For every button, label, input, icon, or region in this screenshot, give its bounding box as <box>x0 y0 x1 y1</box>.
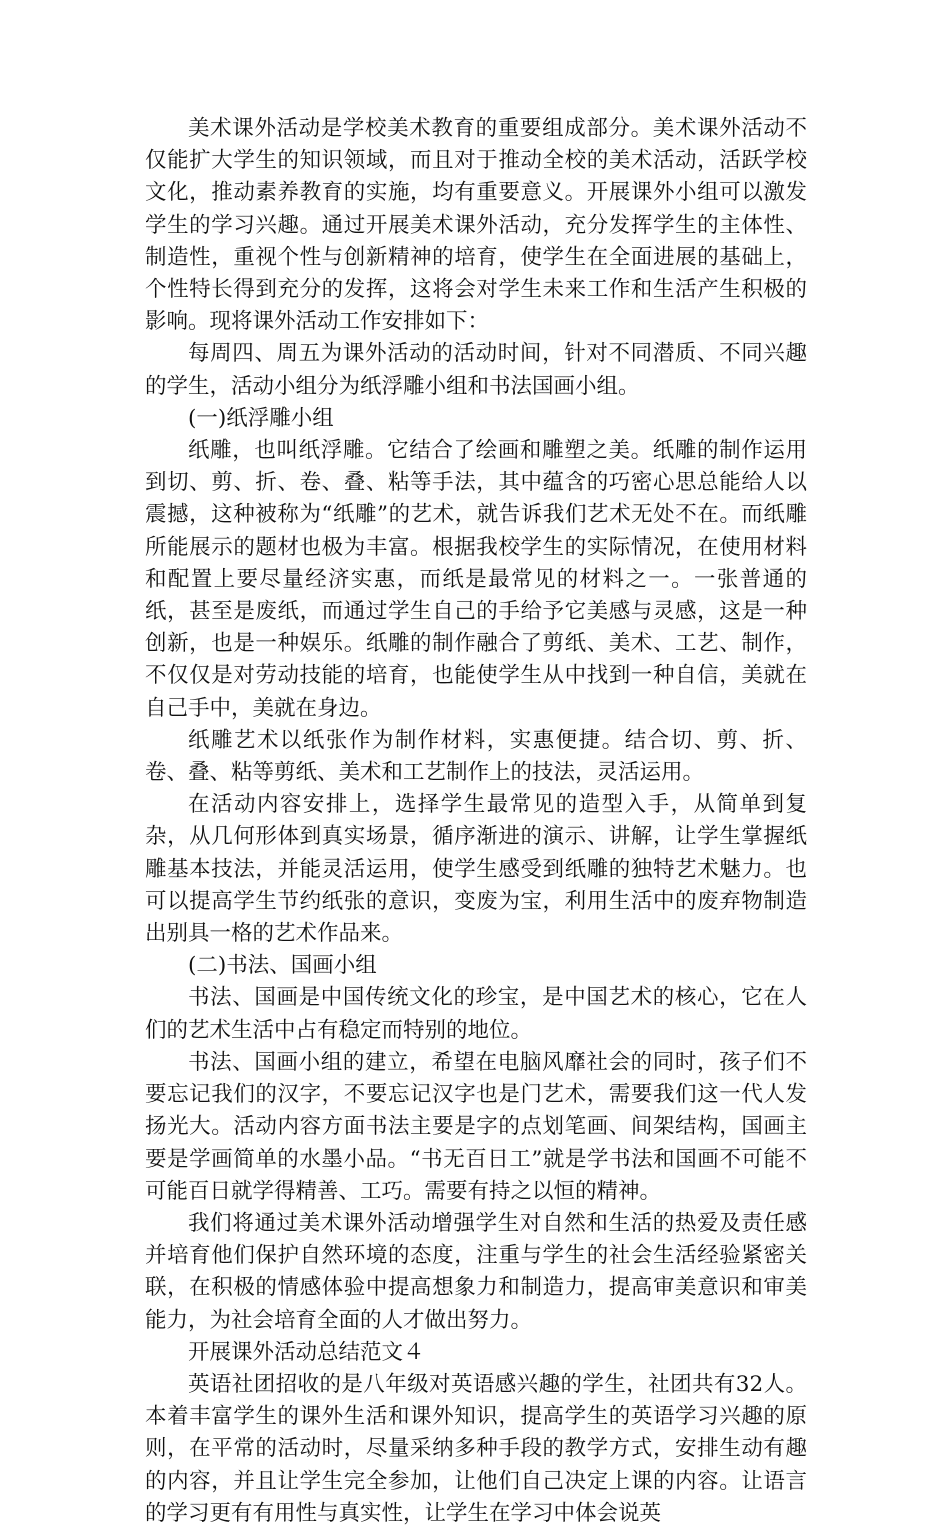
goals-paragraph: 我们将通过美术课外活动增强学生对自然和生活的热爱及责任感并培育他们保护自然环境的态度，注重与学生的社会生活经验紧密关联，在积极的情感体验中提高想象力和制造力，提高审美意识和审美能力，为社会培育全面的人才做出努力。 <box>145 1210 807 1333</box>
section-heading-calligraphy: (二)书法、国画小组 <box>188 953 377 979</box>
paper-relief-intro-paragraph: 纸雕，也叫纸浮雕。它结合了绘画和雕塑之美。纸雕的制作运用到切、剪、折、卷、叠、粘等手法，其中蕴含的巧密心思总能给人以震撼，这种被称为“纸雕”的艺术，就告诉我们艺术无处不在。而纸雕所能展示的题材也极为丰富。根据我校学生的实际情况，在使用材料和配置上要尽量经济实惠，而纸是最常见的材料之一。一张普通的纸，甚至是废纸，而通过学生自己的手给予它美感与灵感，这是一种创新，也是一种娱乐。纸雕的制作融合了剪纸、美术、工艺、制作，不仅仅是对劳动技能的培育，也能使学生从中找到一种自信，美就在自己手中，美就在身边。 <box>145 438 807 721</box>
english-club-paragraph: 英语社团招收的是八年级对英语感兴趣的学生，社团共有32人。本着丰富学生的课外生活和课外知识，提高学生的英语学习兴趣的原则，在平常的活动时，尽量采纳多种手段的教学方式，安排生动有趣的内容，并且让学生完全参加，让他们自己决定上课的内容。让语言的学习更有有用性与真实性，让学生在学习中体会说英 <box>145 1371 807 1526</box>
calligraphy-detail-paragraph: 书法、国画小组的建立，希望在电脑风靡社会的同时，孩子们不要忘记我们的汉字，不要忘记汉字也是门艺术，需要我们这一代人发扬光大。活动内容方面书法主要是字的点划笔画、间架结构，国画主要是学画简单的水墨小品。“书无百日工”就是学书法和国画不可能不可能百日就学得精善、工巧。需要有持之以恒的精神。 <box>145 1049 807 1204</box>
document-body <box>145 113 807 1530</box>
paper-relief-materials-paragraph: 纸雕艺术以纸张作为制作材料，实惠便捷。结合切、剪、折、卷、叠、粘等剪纸、美术和工艺制作上的技法，灵活运用。 <box>145 727 807 786</box>
calligraphy-intro-paragraph: 书法、国画是中国传统文化的珍宝，是中国艺术的核心，它在人们的艺术生活中占有稳定而特别的地位。 <box>145 985 807 1043</box>
section-heading-paper-relief: (一)纸浮雕小组 <box>188 405 334 431</box>
section-heading-sample-4: 开展课外活动总结范文４ <box>188 1339 425 1365</box>
schedule-paragraph: 每周四、周五为课外活动的活动时间，针对不同潜质、不同兴趣的学生，活动小组分为纸浮雕小组和书法国画小组。 <box>145 341 807 399</box>
intro-paragraph: 美术课外活动是学校美术教育的重要组成部分。美术课外活动不仅能扩大学生的知识领域，而且对于推动全校的美术活动，活跃学校文化，推动素养教育的实施，均有重要意义。开展课外小组可以激发学生的学习兴趣。通过开展美术课外活动，充分发挥学生的主体性、制造性，重视个性与创新精神的培育，使学生在全面进展的基础上，个性特长得到充分的发挥，这将会对学生未来工作和生活产生积极的影响。现将课外活动工作安排如下： <box>145 116 807 335</box>
paper-relief-content-paragraph: 在活动内容安排上，选择学生最常见的造型入手，从简单到复杂，从几何形体到真实场景，循序渐进的演示、讲解，让学生掌握纸雕基本技法，并能灵活运用，使学生感受到纸雕的独特艺术魅力。也可以提高学生节约纸张的意识，变废为宝，利用生活中的废弃物制造出别具一格的艺术作品来。 <box>145 792 807 947</box>
